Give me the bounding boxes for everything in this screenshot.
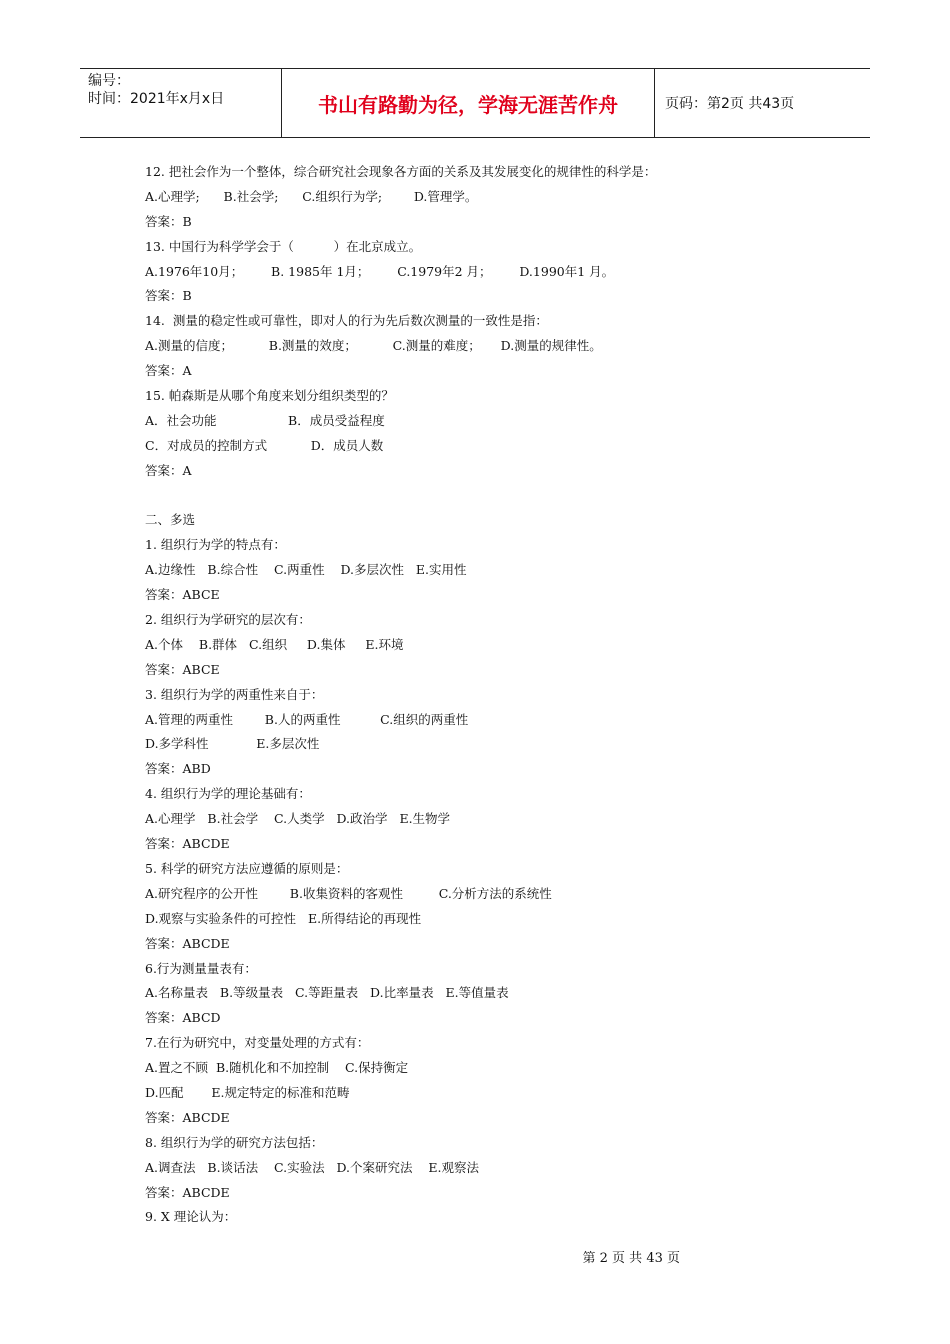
text-line: 15. 帕森斯是从哪个角度来划分组织类型的？ <box>145 388 394 404</box>
text-line: D.匹配 E.规定特定的标准和范畴 <box>145 1084 350 1100</box>
text-line: C．对成员的控制方式 D．成员人数 <box>145 437 384 453</box>
text-line: 12. 把社会作为一个整体，综合研究社会现象各方面的关系及其发展变化的规律性的科学是： <box>145 164 657 179</box>
text-line: A.置之不顾 B.随机化和不加控制 C.保持衡定 <box>145 1060 409 1076</box>
text-line: 二、多选 <box>145 512 196 528</box>
header-page-number: 页码：第2页 共43页 <box>665 96 795 112</box>
text-line: A.管理的两重性 B.人的两重性 C.组织的两重性 <box>145 711 469 727</box>
page-footer: 第 2 页 共 43 页 <box>582 1251 680 1266</box>
text-line: 14. 测量的稳定性或可靠性，即对人的行为先后数次测量的一致性是指： <box>145 313 548 329</box>
text-line: 2. 组织行为学研究的层次有： <box>145 612 311 628</box>
text-line: 答案：B <box>145 288 192 304</box>
text-line: A．社会功能 B．成员受益程度 <box>145 412 385 428</box>
text-line: 答案：ABCE <box>145 661 220 677</box>
text-line: 8. 组织行为学的研究方法包括： <box>145 1134 324 1150</box>
text-line: A.1976年10月； B. 1985年 1月； C.1979年2 月； D.1990年1 月。 <box>145 263 615 279</box>
document-date-label: 时间：2021年x月x日 <box>88 91 225 107</box>
text-line: D.观察与实验条件的可控性 E.所得结论的再现性 <box>145 910 422 926</box>
text-line: 6.行为测量量表有： <box>145 960 257 976</box>
text-line: 9. X 理论认为： <box>145 1209 237 1225</box>
text-line: 答案：B <box>145 213 192 229</box>
text-line: A.名称量表 B.等级量表 C.等距量表 D.比率量表 E.等值量表 <box>145 985 509 1001</box>
text-line: 5. 科学的研究方法应遵循的原则是： <box>145 860 349 876</box>
text-line: D.多学科性 E.多层次性 <box>145 736 320 752</box>
text-line: 答案：ABCDE <box>145 935 230 951</box>
document-number-label: 编号： <box>88 73 130 89</box>
text-line: 3. 组织行为学的两重性来自于： <box>145 686 324 702</box>
text-line: 7.在行为研究中，对变量处理的方式有： <box>145 1035 370 1051</box>
text-line: A.研究程序的公开性 B.收集资料的客观性 C.分析方法的系统性 <box>145 885 552 901</box>
text-line: 答案：ABCE <box>145 587 220 603</box>
text-line: 答案：A <box>145 363 192 379</box>
text-line: 答案：ABCDE <box>145 836 230 852</box>
blank-line <box>145 484 765 509</box>
text-line: A.调查法 B.谈话法 C.实验法 D.个案研究法 E.观察法 <box>145 1159 480 1175</box>
text-line: 答案：ABCDE <box>145 1184 230 1200</box>
text-line: A.测量的信度； B.测量的效度； C.测量的难度； D.测量的规律性。 <box>145 338 602 354</box>
text-line: 答案：ABCDE <box>145 1109 230 1125</box>
text-line: A.边缘性 B.综合性 C.两重性 D.多层次性 E.实用性 <box>145 562 467 578</box>
text-line: A.心理学; B.社会学; C.组织行为学; D.管理学。 <box>145 188 478 204</box>
document-header <box>80 68 870 138</box>
text-line: A.个体 B.群体 C.组织 D.集体 E.环境 <box>145 636 404 652</box>
text-line: 答案：A <box>145 462 192 478</box>
header-meta <box>80 69 282 137</box>
text-line: A.心理学 B.社会学 C.人类学 D.政治学 E.生物学 <box>145 811 451 827</box>
document-body <box>145 160 765 1230</box>
header-motto: 书山有路勤为径，学海无涯苦作舟 <box>282 69 655 137</box>
text-line: 4. 组织行为学的理论基础有： <box>145 786 311 802</box>
text-line: 1. 组织行为学的特点有： <box>145 537 286 553</box>
text-line: 答案：ABD <box>145 761 211 777</box>
text-line: 答案：ABCD <box>145 1010 221 1026</box>
text-line: 13. 中国行为科学学会于（ ）在北京成立。 <box>145 238 422 254</box>
